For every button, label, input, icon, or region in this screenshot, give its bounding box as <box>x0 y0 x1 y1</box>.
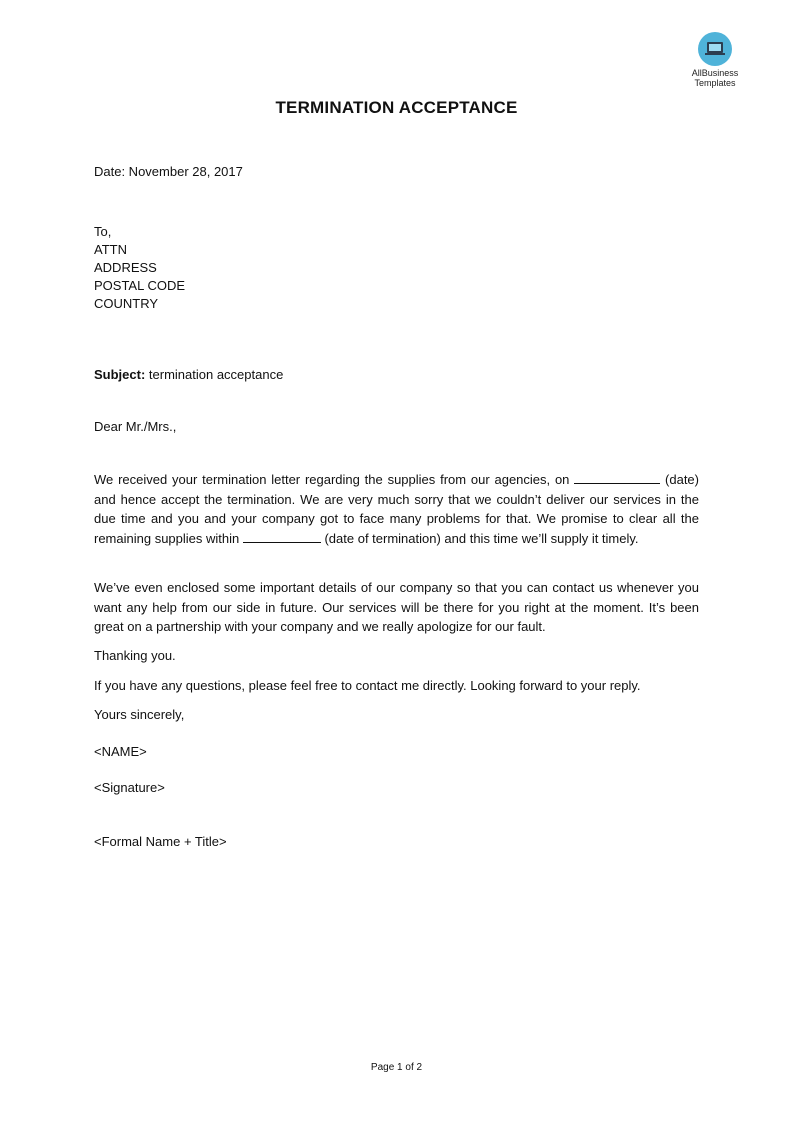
document-title: TERMINATION ACCEPTANCE <box>275 98 518 117</box>
closing-request: If you have any questions, please feel free to contact me directly. Looking forward to your reply. <box>94 678 641 693</box>
paragraph-1-part-1: We received your termination letter regarding the supplies from our agencies, on <box>94 472 575 487</box>
logo-line-2: Templates <box>694 78 736 88</box>
brand-logo <box>682 32 748 88</box>
recipient-attn: ATTN <box>94 242 127 257</box>
recipient-address: ADDRESS <box>94 260 157 275</box>
subject-label: Subject: <box>94 367 146 382</box>
signature-placeholder: <Signature> <box>94 780 165 795</box>
recipient-postal-code: POSTAL CODE <box>94 278 186 293</box>
page-footer: Page 1 of 2 <box>370 1062 423 1073</box>
subject-line <box>94 366 283 384</box>
body-paragraph-1 <box>94 470 699 548</box>
subject-text: termination acceptance <box>145 367 284 382</box>
logo-text <box>682 68 748 88</box>
date-line: Date: November 28, 2017 <box>94 164 243 179</box>
thanks-line: Thanking you. <box>94 648 176 663</box>
sign-off: Yours sincerely, <box>94 707 185 722</box>
paragraph-1-part-3: (date of termination) and this time we’ll supply it timely. <box>320 530 639 546</box>
logo-line-1: AllBusiness <box>691 68 739 78</box>
formal-name-placeholder: <Formal Name + Title> <box>94 834 227 849</box>
paragraph-1-part-2: (date) and hence accept the termination. We are very much sorry that we couldn’t deliver our services in the due time and you and your company got to face many problems for that. We promise to clear all the remaining supplies within <box>94 472 699 546</box>
salutation: Dear Mr./Mrs., <box>94 419 177 434</box>
recipient-to: To, <box>94 224 112 239</box>
date-blank <box>574 471 660 484</box>
laptop-icon <box>698 32 732 66</box>
termination-date-blank <box>243 530 321 543</box>
name-placeholder: <NAME> <box>94 744 147 759</box>
recipient-country: COUNTRY <box>94 296 159 311</box>
body-paragraph-2: We’ve even enclosed some important details of our company so that you can contact us whenever you want any help from our side in future. Our services will be there for you right at the moment. It’s been great on a partnership with your company and we really apologize for our fault. <box>94 580 699 634</box>
